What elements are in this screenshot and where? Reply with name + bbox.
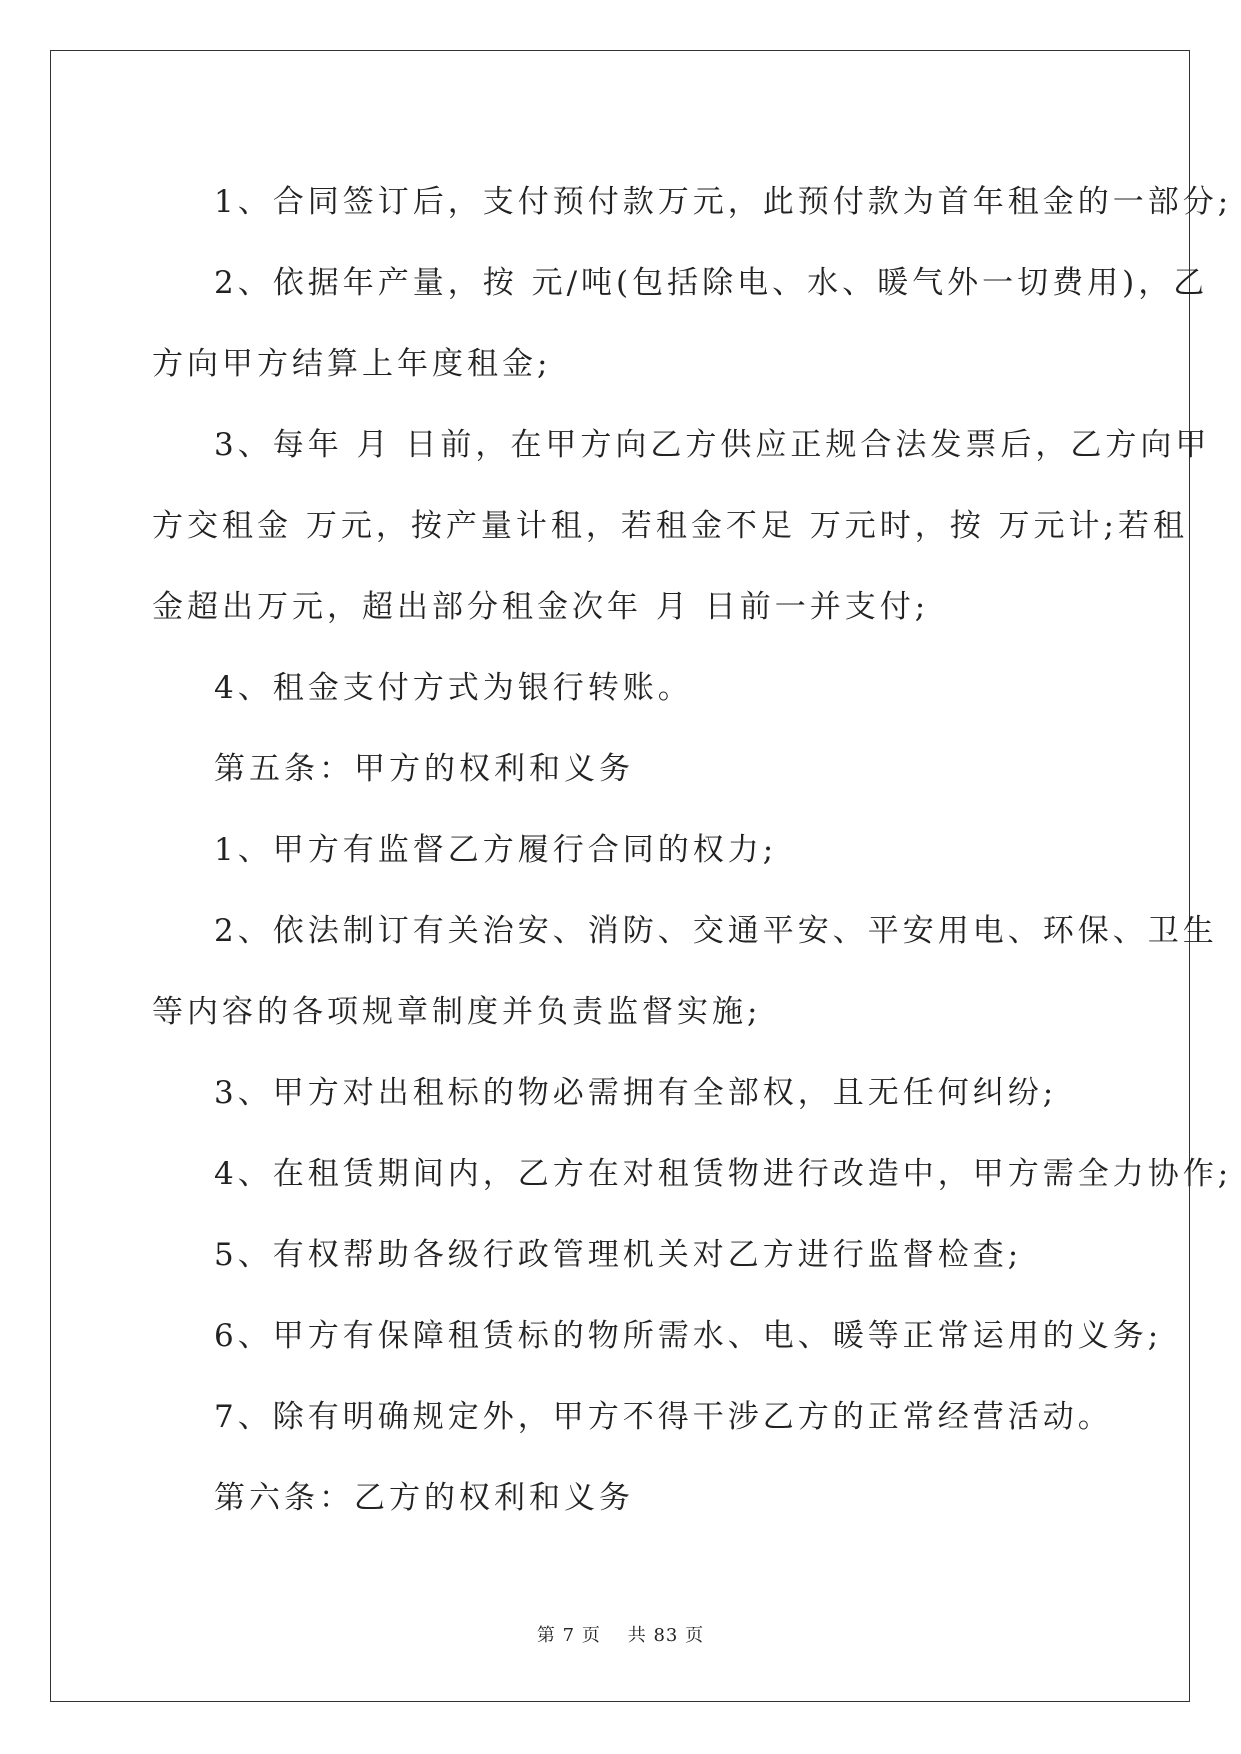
paragraph-line: 1、甲方有监督乙方履行合同的权力; [214, 832, 778, 868]
paragraph-line: 6、甲方有保障租赁标的物所需水、电、暖等正常运用的义务; [214, 1318, 1163, 1354]
section-heading: 第五条：甲方的权利和义务 [214, 751, 634, 787]
page-footer [0, 1621, 1241, 1647]
paragraph-line: 2、依法制订有关治安、消防、交通平安、平安用电、环保、卫生 [214, 913, 1218, 949]
page-total: 共 83 页 [627, 1625, 705, 1646]
paragraph-line: 金超出万元，超出部分租金次年 月 日前一并支付; [152, 589, 930, 625]
paragraph-line: 4、在租赁期间内，乙方在对租赁物进行改造中，甲方需全力协作; [214, 1156, 1233, 1192]
paragraph-line: 5、有权帮助各级行政管理机关对乙方进行监督检查; [214, 1237, 1023, 1273]
paragraph-line: 方交租金 万元，按产量计租，若租金不足 万元时，按 万元计;若租 [152, 508, 1189, 544]
paragraph-line: 3、每年 月 日前，在甲方向乙方供应正规合法发票后，乙方向甲 [214, 427, 1211, 463]
paragraph-line: 方向甲方结算上年度租金; [152, 346, 552, 382]
section-heading: 第六条：乙方的权利和义务 [214, 1480, 634, 1516]
paragraph-line: 1、合同签订后，支付预付款万元，此预付款为首年租金的一部分; [214, 184, 1233, 220]
paragraph-line: 4、租金支付方式为银行转账。 [214, 670, 693, 706]
footer-gap [601, 1625, 628, 1646]
document-body [152, 162, 1233, 1539]
paragraph-line: 等内容的各项规章制度并负责监督实施; [152, 994, 762, 1030]
page-number: 第 7 页 [536, 1625, 601, 1646]
paragraph-line: 3、甲方对出租标的物必需拥有全部权，且无任何纠纷; [214, 1075, 1058, 1111]
paragraph-line: 2、依据年产量，按 元/吨(包括除电、水、暖气外一切费用)，乙 [214, 265, 1209, 301]
paragraph-line: 7、除有明确规定外，甲方不得干涉乙方的正常经营活动。 [214, 1399, 1113, 1435]
